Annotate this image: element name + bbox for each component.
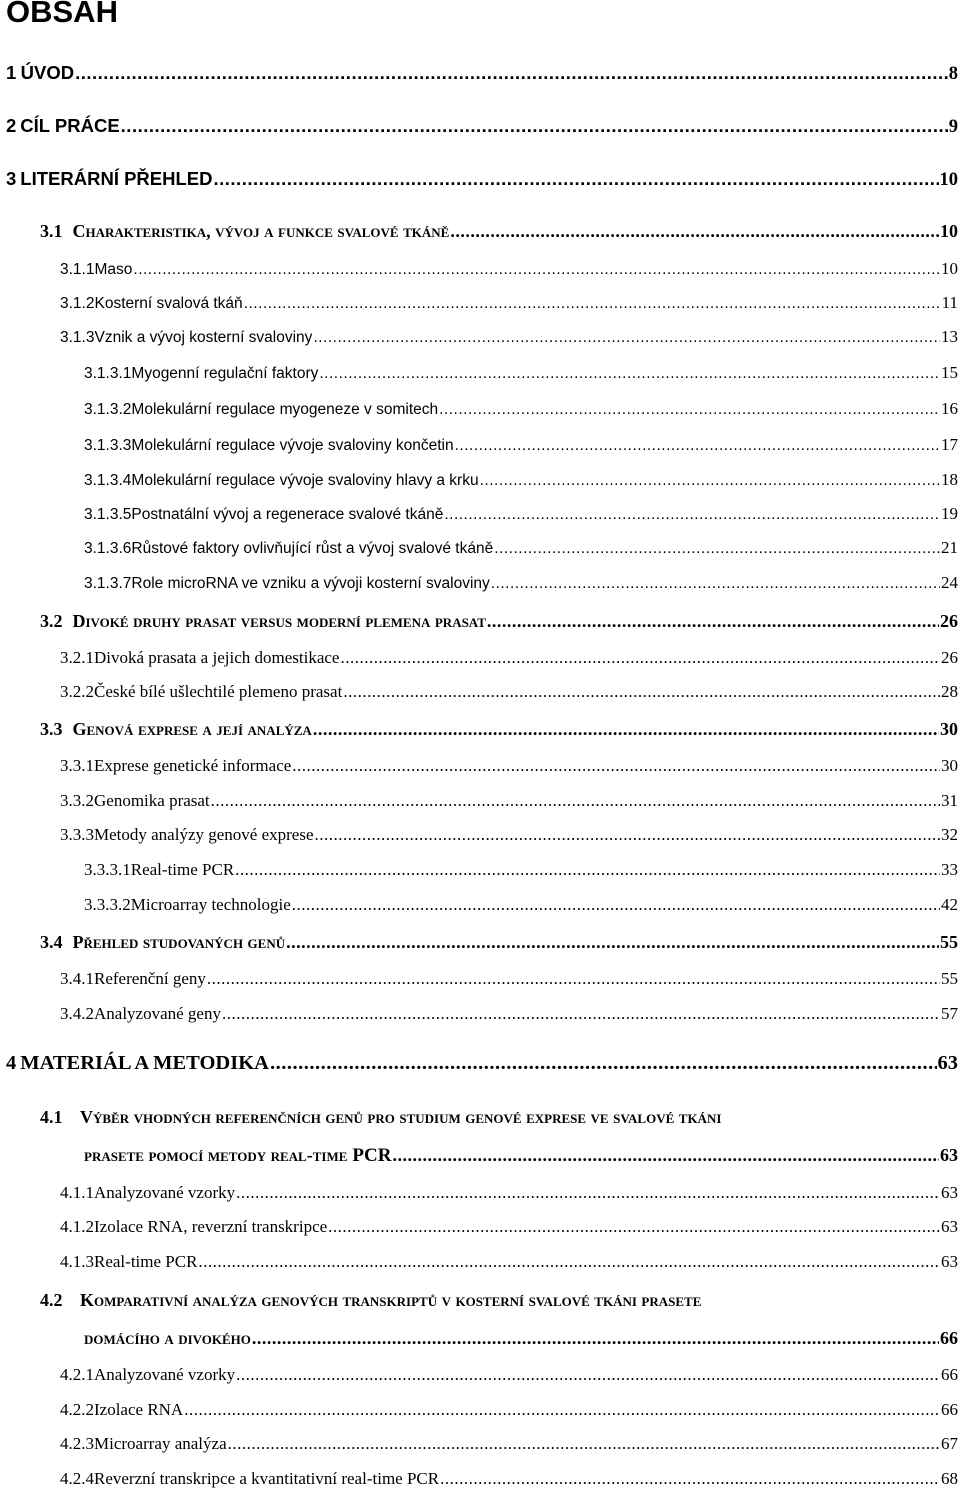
- toc-label: Real-time PCR: [94, 1252, 198, 1271]
- toc-number: 4.2.3: [60, 1434, 94, 1453]
- toc-page-number: 63: [941, 1183, 958, 1202]
- toc-number: 3.4.1: [60, 969, 94, 988]
- toc-leader-dots: [440, 1466, 940, 1492]
- toc-entry-4-2-line1[interactable]: [40, 1287, 701, 1313]
- toc-leader-dots: [244, 291, 941, 317]
- toc-label: Molekulární regulace vývoje svaloviny hlavy a krku: [131, 472, 479, 489]
- toc-page-number: 55: [941, 969, 958, 988]
- toc-number: 3: [6, 168, 17, 189]
- toc-page-number: 28: [941, 682, 958, 701]
- toc-leader-dots: [392, 1142, 939, 1168]
- toc-label: Izolace RNA: [94, 1400, 184, 1419]
- toc-page-number: 33: [941, 860, 958, 879]
- toc-leader-dots: [319, 361, 940, 387]
- toc-entry-3-3-1[interactable]: [60, 753, 958, 779]
- toc-page-number: 66: [941, 1400, 958, 1419]
- toc-page-number: 9: [948, 117, 958, 137]
- toc-label: Real-time PCR: [130, 860, 235, 879]
- toc-leader-dots: [494, 536, 940, 562]
- toc-leader-dots: [286, 929, 939, 955]
- toc-number: 3.3.3.2: [84, 895, 131, 914]
- toc-leader-dots: [133, 257, 940, 283]
- toc-entry-3[interactable]: [6, 166, 958, 192]
- toc-entry-4-2-2[interactable]: [60, 1397, 958, 1423]
- toc-leader-dots: [207, 966, 940, 992]
- toc-leader-dots: [198, 1249, 940, 1275]
- toc-number: 3.2.1: [60, 648, 94, 667]
- toc-leader-dots: [214, 166, 939, 192]
- toc-leader-dots: [292, 753, 940, 779]
- toc-label: Analyzované vzorky: [94, 1365, 236, 1384]
- toc-leader-dots: [439, 397, 940, 423]
- toc-leader-dots: [450, 218, 939, 244]
- toc-page-number: 63: [937, 1052, 958, 1074]
- toc-entry-3-2[interactable]: [40, 608, 958, 634]
- toc-label: Komparativní analýza genových transkriptů v kosterní svalové tkáni prasete: [80, 1290, 702, 1310]
- toc-page-number: 63: [941, 1217, 958, 1236]
- toc-number: 3.2: [40, 611, 63, 631]
- toc-label: CÍL PRÁCE: [20, 115, 120, 136]
- toc-entry-3-3-2[interactable]: [60, 788, 958, 814]
- toc-page-number: 24: [941, 573, 958, 592]
- toc-page-number: 55: [940, 932, 958, 952]
- toc-entry-4-2-4[interactable]: [60, 1466, 958, 1492]
- toc-leader-dots: [236, 1180, 940, 1206]
- toc-label: Divoké druhy prasat versus moderní plemena prasat: [72, 611, 486, 631]
- toc-number: 3.2.2: [60, 682, 94, 701]
- toc-page-number: 66: [941, 1365, 958, 1384]
- toc-number: 3.1.3.5: [84, 506, 132, 523]
- toc-number: 3.1.3.3: [84, 437, 132, 454]
- toc-page-number: 10: [939, 170, 958, 190]
- toc-leader-dots: [340, 645, 940, 671]
- toc-label: Molekulární regulace myogeneze v somitech: [131, 401, 439, 418]
- toc-page-number: 21: [941, 538, 958, 557]
- toc-entry-3-1-3-5[interactable]: [84, 501, 958, 527]
- toc-entry-3-1-3-4[interactable]: [84, 467, 958, 493]
- toc-entry-3-4[interactable]: [40, 929, 958, 955]
- toc-number: 4.2: [40, 1290, 63, 1310]
- toc-label: Genomika prasat: [94, 791, 210, 810]
- toc-number: 3.1.3.6: [84, 540, 132, 557]
- toc-label: LITERÁRNÍ PŘEHLED: [20, 168, 213, 189]
- toc-entry-4[interactable]: [6, 1050, 958, 1076]
- toc-leader-dots: [270, 1050, 937, 1076]
- page-title: OBSAH: [6, 0, 118, 29]
- toc-label: Microarray analýza: [94, 1434, 227, 1453]
- toc-label: Role microRNA ve vzniku a vývoji kosterní svaloviny: [131, 575, 490, 592]
- toc-leader-dots: [343, 679, 940, 705]
- toc-page-number: 8: [948, 64, 958, 84]
- toc-leader-dots: [444, 502, 940, 528]
- toc-entry-3-1-1[interactable]: [60, 256, 958, 282]
- toc-entry-3-3-3-1[interactable]: [84, 857, 958, 883]
- toc-entry-4-1-line2[interactable]: [84, 1142, 958, 1168]
- toc-leader-dots: [121, 113, 948, 139]
- toc-entry-4-1-2[interactable]: [60, 1214, 958, 1240]
- toc-page-number: 17: [941, 435, 958, 454]
- toc-leader-dots: [235, 857, 940, 883]
- toc-page-number: 63: [941, 1252, 958, 1271]
- toc-entry-3-1-3-7[interactable]: [84, 570, 958, 596]
- toc-label: Metody analýzy genové exprese: [94, 825, 314, 844]
- toc-page-number: 67: [941, 1434, 958, 1453]
- toc-number: 3.3.2: [60, 791, 94, 810]
- toc-entry-3-1-3-1[interactable]: [84, 360, 958, 386]
- toc-leader-dots: [328, 1214, 940, 1240]
- toc-entry-3-1[interactable]: [40, 218, 958, 244]
- toc-entry-4-2-line2[interactable]: [84, 1325, 958, 1351]
- toc-label: ÚVOD: [20, 62, 75, 83]
- toc-number: 4.1.1: [60, 1183, 94, 1202]
- toc-label: Genová exprese a její analýza: [72, 719, 312, 739]
- toc-page-number: 10: [941, 259, 958, 278]
- toc-page-number: 15: [941, 363, 958, 382]
- toc-number: 4.1.2: [60, 1217, 94, 1236]
- toc-entry-3-1-2[interactable]: [60, 290, 958, 316]
- toc-entry-4-2-1[interactable]: [60, 1362, 958, 1388]
- toc-number: 3.1.3.1: [84, 365, 132, 382]
- toc-leader-dots: [491, 571, 940, 597]
- toc-page-number: 42: [941, 895, 958, 914]
- toc-page-number: 19: [941, 504, 958, 523]
- toc-entry-3-1-3-6[interactable]: [84, 535, 958, 561]
- toc-label: Analyzované geny: [94, 1004, 221, 1023]
- toc-page-number: 30: [940, 719, 958, 739]
- toc-number: 3.3: [40, 719, 63, 739]
- toc-entry-3-4-2[interactable]: [60, 1001, 958, 1027]
- toc-number: 3.1.2: [60, 295, 95, 312]
- toc-number: 4.1: [40, 1107, 63, 1127]
- toc-page-number: 57: [941, 1004, 958, 1023]
- toc-page-number: 68: [941, 1469, 958, 1488]
- toc-label: Exprese genetické informace: [94, 756, 292, 775]
- toc-label-acronym: PCR: [352, 1145, 392, 1166]
- toc-entry-4-2-3[interactable]: [60, 1431, 958, 1457]
- toc-leader-dots: [480, 468, 940, 494]
- toc-page-number: 32: [941, 825, 958, 844]
- toc-label: České bílé ušlechtilé plemeno prasat: [94, 682, 343, 701]
- toc-page-number: 63: [940, 1145, 958, 1165]
- toc-label: Analyzované vzorky: [94, 1183, 236, 1202]
- toc-entry-3-2-2[interactable]: [60, 679, 958, 705]
- toc-entry-3-1-3-2[interactable]: [84, 396, 958, 422]
- toc-entry-3-3-3-2[interactable]: [84, 892, 958, 918]
- toc-page-number: 30: [941, 756, 958, 775]
- toc-page-number: 13: [941, 327, 958, 346]
- toc-number: 3.4: [40, 932, 63, 952]
- toc-leader-dots: [455, 433, 940, 459]
- toc-label: Divoká prasata a jejich domestikace: [94, 648, 340, 667]
- toc-entry-3-2-1[interactable]: [60, 645, 958, 671]
- toc-entry-4-1-1[interactable]: [60, 1180, 958, 1206]
- toc-leader-dots: [252, 1325, 939, 1351]
- toc-number: 3.3.3.1: [84, 860, 131, 879]
- toc-page-number: 18: [941, 470, 958, 489]
- toc-number: 3.1.3: [60, 329, 95, 346]
- toc-entry-3-3-3[interactable]: [60, 822, 958, 848]
- toc-entry-4-1-3[interactable]: [60, 1249, 958, 1275]
- toc-number: 3.3.3: [60, 825, 94, 844]
- toc-leader-dots: [184, 1397, 940, 1423]
- toc-label: Růstové faktory ovlivňující růst a vývoj svalové tkáně: [131, 540, 494, 557]
- toc-label: Microarray technologie: [130, 895, 291, 914]
- toc-leader-dots: [313, 716, 939, 742]
- toc-number: 4.2.1: [60, 1365, 94, 1384]
- toc-number: 4.1.3: [60, 1252, 94, 1271]
- toc-label: MATERIÁL A METODIKA: [20, 1052, 269, 1074]
- toc-label: Charakteristika, vývoj a funkce svalové tkáně: [72, 221, 450, 241]
- toc-label: Přehled studovaných genů: [72, 932, 286, 952]
- toc-number: 3.1: [40, 221, 63, 241]
- toc-label: Reverzní transkripce a kvantitativní real-time PCR: [94, 1469, 440, 1488]
- toc-leader-dots: [487, 608, 939, 634]
- toc-entry-2[interactable]: [6, 113, 958, 139]
- toc-leader-dots: [75, 60, 948, 86]
- toc-label: Postnatální vývoj a regenerace svalové tkáně: [131, 506, 444, 523]
- toc-page-number: 66: [940, 1328, 958, 1348]
- toc-number: 4: [6, 1052, 17, 1074]
- toc-leader-dots: [292, 892, 940, 918]
- toc-number: 4.2.2: [60, 1400, 94, 1419]
- toc-label: Referenční geny: [94, 969, 206, 988]
- toc-entry-3-3[interactable]: [40, 716, 958, 742]
- toc-label: Myogenní regulační faktory: [131, 365, 319, 382]
- toc-number: 2: [6, 115, 17, 136]
- toc-entry-1[interactable]: [6, 60, 958, 86]
- toc-page-number: 31: [941, 791, 958, 810]
- toc-entry-3-1-3[interactable]: [60, 324, 958, 350]
- toc-number: 3.3.1: [60, 756, 94, 775]
- toc-label: Izolace RNA, reverzní transkripce: [94, 1217, 328, 1236]
- toc-number: 3.1.3.7: [84, 575, 132, 592]
- toc-page-number: 10: [940, 221, 958, 241]
- toc-label: Kosterní svalová tkáň: [94, 295, 243, 312]
- toc-label: Molekulární regulace vývoje svaloviny končetin: [131, 437, 454, 454]
- toc-label: Maso: [94, 261, 133, 278]
- toc-page-number: 26: [941, 648, 958, 667]
- toc-number: 3.1.3.2: [84, 401, 132, 418]
- toc-number: 4.2.4: [60, 1469, 94, 1488]
- toc-label: prasete pomocí metody real-time: [84, 1145, 348, 1165]
- toc-number: 3.1.1: [60, 261, 95, 278]
- toc-entry-4-1-line1[interactable]: [40, 1104, 721, 1130]
- toc-leader-dots: [228, 1431, 940, 1457]
- toc-number: 3.1.3.4: [84, 472, 132, 489]
- toc-page-number: 11: [941, 293, 958, 312]
- toc-page-number: 16: [941, 399, 958, 418]
- toc-leader-dots: [315, 822, 941, 848]
- toc-number: 3.4.2: [60, 1004, 94, 1023]
- toc-leader-dots: [211, 788, 940, 814]
- toc-leader-dots: [313, 325, 940, 351]
- toc-number: 1: [6, 62, 17, 83]
- toc-page-number: 26: [940, 611, 958, 631]
- toc-entry-3-1-3-3[interactable]: [84, 432, 958, 458]
- toc-label: Vznik a vývoj kosterní svaloviny: [94, 329, 313, 346]
- toc-leader-dots: [236, 1362, 940, 1388]
- toc-label: Výběr vhodných referenčních genů pro studium genové exprese ve svalové tkáni: [80, 1107, 722, 1127]
- toc-entry-3-4-1[interactable]: [60, 966, 958, 992]
- toc-label: domácího a divokého: [84, 1328, 251, 1348]
- toc-leader-dots: [222, 1001, 940, 1027]
